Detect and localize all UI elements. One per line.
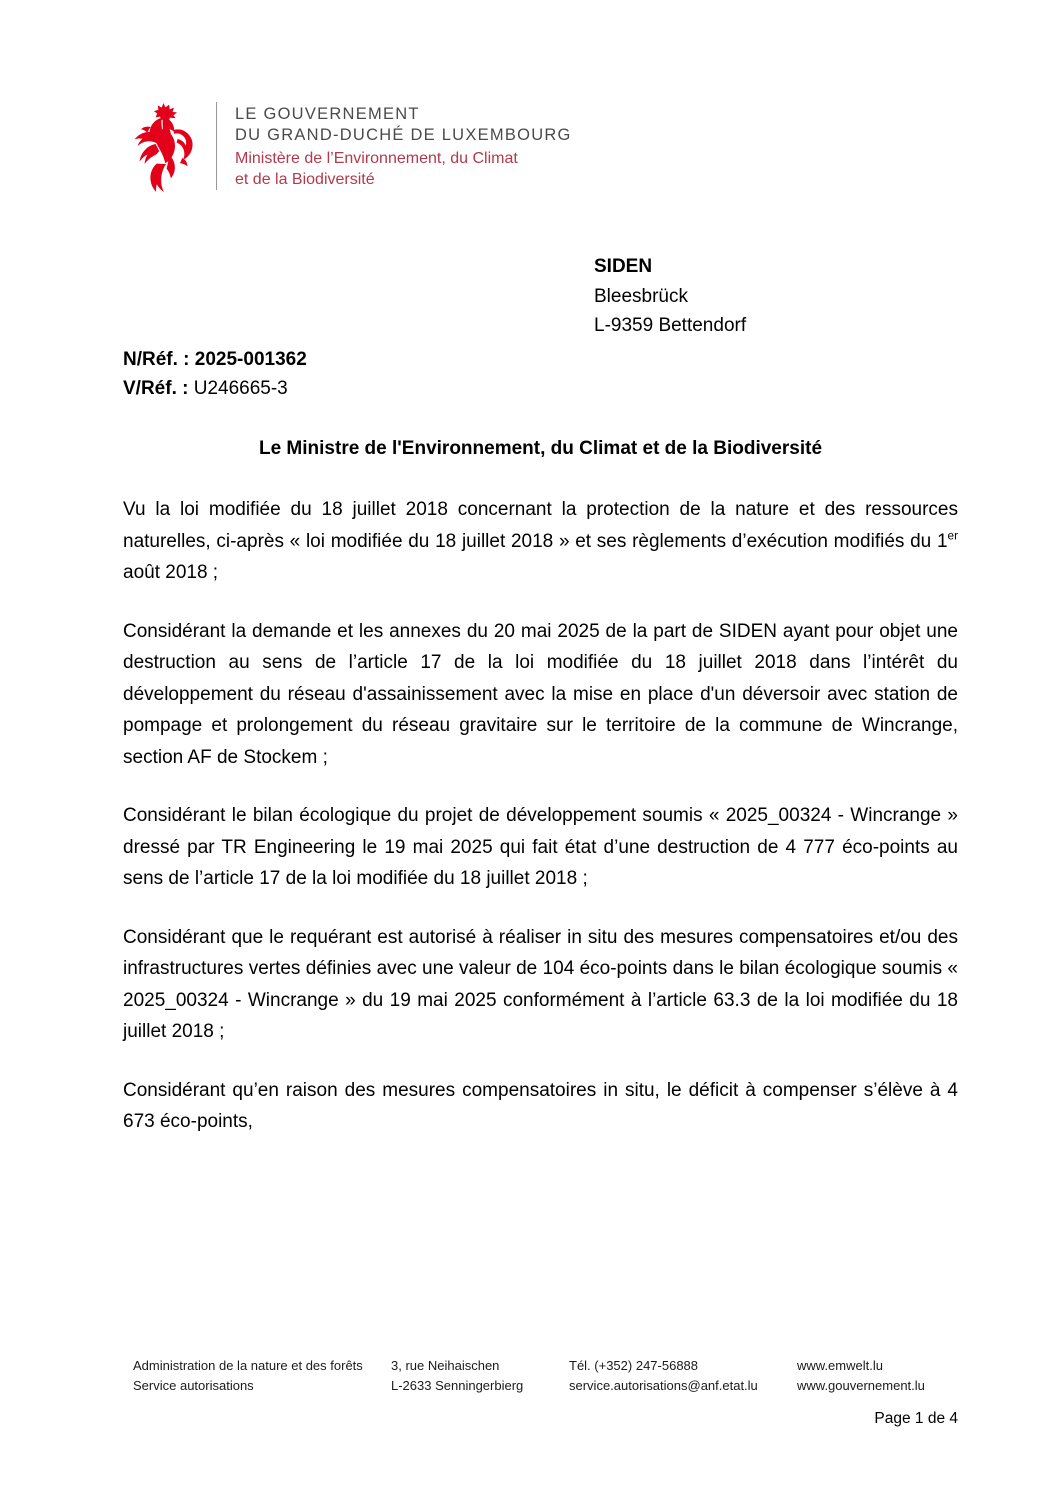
letterhead <box>128 100 572 192</box>
paragraph-vu-loi <box>123 494 958 589</box>
your-reference-value: U246665-3 <box>193 378 288 399</box>
our-reference-label: N/Réf. : 2025-001362 <box>123 349 307 370</box>
addressee-organisation: SIDEN <box>594 256 653 277</box>
paragraph-considerant-requerant: Considérant que le requérant est autorisé à réaliser in situ des mesures compensatoires et/ou des infrastructures vertes définies avec une valeur de 104 éco-points dans le bilan écologique soumis « 2025_00324 - Wincrange » du 19 mai 2025 conformément à l’article 63.3 de la loi modifiée du 18 juillet 2018 ; <box>123 926 958 1042</box>
page-footer <box>133 1356 958 1396</box>
government-line-2: DU GRAND-DUCHÉ DE LUXEMBOURG <box>235 126 572 144</box>
footer-website-gouvernement[interactable]: www.gouvernement.lu <box>797 1378 925 1393</box>
addressee-city: L-9359 Bettendorf <box>594 315 747 336</box>
paragraph-1-text-a: Vu la loi modifiée du 18 juillet 2018 concernant la protection de la nature et des ressources naturelles, ci-après « loi modifiée du 18 juillet 2018 » et ses règlements d’exécution modifiés du 1 <box>123 499 958 552</box>
your-reference <box>123 374 307 403</box>
our-reference <box>123 345 307 374</box>
footer-column-websites <box>797 1356 957 1396</box>
page-number: Page 1 de 4 <box>874 1410 958 1427</box>
paragraph-considerant-bilan: Considérant le bilan écologique du projet de développement soumis « 2025_00324 - Wincrange » dressé par TR Engineering le 19 mai 2025 qui fait état d’une destruction de 4 777 éco-points au sens de l’article 17 de la loi modifiée du 18 juillet 2018 ; <box>123 805 958 889</box>
ministry-line-1: Ministère de l’Environnement, du Climat <box>235 150 518 167</box>
paragraph-considerant-demande: Considérant la demande et les annexes du 20 mai 2025 de la part de SIDEN ayant pour objet une destruction au sens de l’article 17 de la loi modifiée du 18 juillet 2018 dans l’intérêt du développement du réseau d'assainissement avec la mise en place d'un déversoir avec station de pompage et prolongement du réseau gravitaire sur le territoire de la commune de Wincrange, section AF de Stockem ; <box>123 620 958 768</box>
footer-column-department <box>133 1356 391 1396</box>
footer-street: 3, rue Neihaischen <box>391 1358 500 1373</box>
page-title: Le Ministre de l'Environnement, du Climat et de la Biodiversité <box>258 438 823 459</box>
ministry-line-2: et de la Biodiversité <box>235 171 375 188</box>
logo-divider <box>216 102 217 190</box>
government-line-1: LE GOUVERNEMENT <box>235 105 420 123</box>
footer-website-emwelt[interactable]: www.emwelt.lu <box>797 1358 883 1373</box>
paragraph-1-text-b: août 2018 ; <box>123 562 219 583</box>
luxembourg-rampant-lion-icon <box>128 100 200 192</box>
footer-column-address <box>391 1356 569 1396</box>
footer-email[interactable]: service.autorisations@anf.etat.lu <box>569 1378 758 1393</box>
footer-column-contact <box>569 1356 797 1396</box>
paragraph-considerant-deficit: Considérant qu’en raison des mesures compensatoires in situ, le déficit à compenser s’élève à 4 673 éco-points, <box>123 1079 958 1132</box>
footer-postcode-city: L-2633 Senningerbierg <box>391 1378 524 1393</box>
footer-service: Service autorisations <box>133 1378 254 1393</box>
document-body <box>123 494 958 1138</box>
footer-administration: Administration de la nature et des forêts <box>133 1358 363 1373</box>
addressee-block <box>594 252 746 341</box>
ordinal-suffix: er <box>947 529 958 543</box>
footer-phone: Tél. (+352) 247-56888 <box>569 1358 699 1373</box>
reference-block <box>123 345 307 403</box>
letterhead-text <box>235 100 572 190</box>
your-reference-label: V/Réf. : <box>123 378 194 399</box>
addressee-street: Bleesbrück <box>594 285 688 307</box>
